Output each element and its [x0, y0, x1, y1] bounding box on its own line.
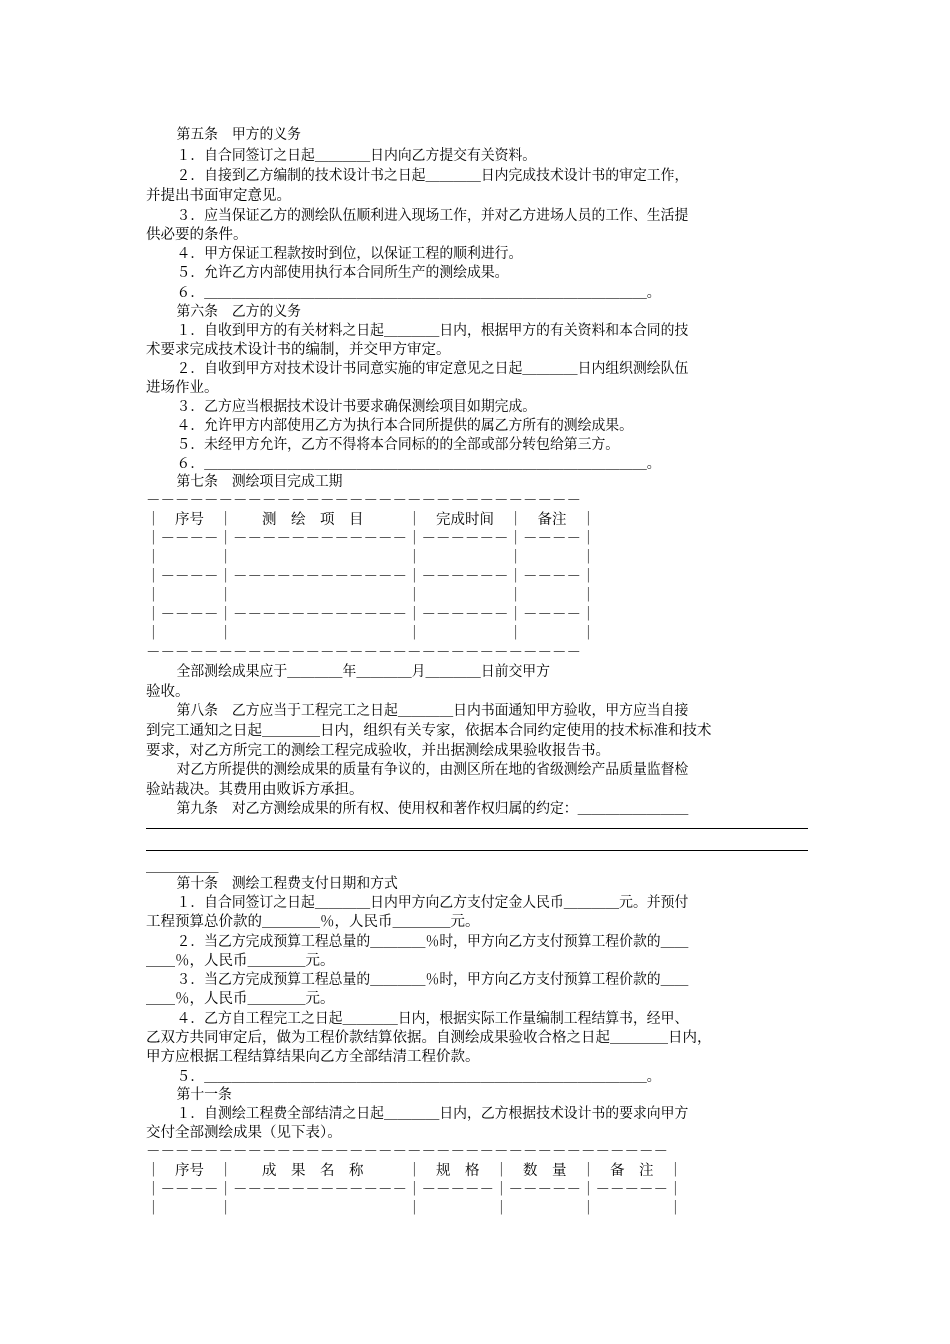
- text-line: ＿＿％，人民币＿＿＿＿元。: [146, 953, 335, 969]
- text-line: ３．当乙方完成预算工程总量的＿＿＿＿％时，甲方向乙方支付预算工程价款的＿＿: [176, 972, 689, 988]
- text-line: ２．自接到乙方编制的技术设计书之日起＿＿＿＿日内完成技术设计书的审定工作，: [176, 168, 689, 184]
- text-line: １．自合同签订之日起＿＿＿＿日内向乙方提交有关资料。: [176, 148, 537, 164]
- text-line: 进场作业。: [146, 380, 219, 396]
- blank-line: [146, 828, 808, 829]
- blank-line-short: ＿＿＿＿＿: [146, 859, 219, 875]
- table-row: ｜－－－－｜－－－－－－－－－－－－｜－－－－－－｜－－－－｜: [146, 569, 596, 585]
- text-line: １．自合同签订之日起＿＿＿＿日内甲方向乙方支付定金人民币＿＿＿＿元。并预付: [176, 895, 689, 911]
- text-line: 第十条 测绘工程费支付日期和方式: [176, 876, 398, 892]
- table-row: ｜ ｜ ｜ ｜ ｜: [146, 626, 596, 642]
- text-line: ４．乙方自工程完工之日起＿＿＿＿日内，根据实际工作量编制工程结算书，经甲、: [176, 1011, 689, 1027]
- text-line: 验收。: [146, 684, 190, 700]
- text-line: 术要求完成技术设计书的编制，并交甲方审定。: [146, 342, 451, 358]
- text-line: ５．允许乙方内部使用执行本合同所生产的测绘成果。: [176, 265, 509, 281]
- text-line: ６．＿＿＿＿＿＿＿＿＿＿＿＿＿＿＿＿＿＿＿＿＿＿＿＿＿＿＿＿＿＿＿＿。: [176, 285, 661, 301]
- table-row: ｜－－－－｜－－－－－－－－－－－－｜－－－－－｜－－－－－｜－－－－－｜: [146, 1182, 683, 1198]
- text-line: 第九条 对乙方测绘成果的所有权、使用权和著作权归属的约定：＿＿＿＿＿＿＿＿: [176, 801, 689, 817]
- table-row: ｜－－－－｜－－－－－－－－－－－－｜－－－－－－｜－－－－｜: [146, 531, 596, 547]
- table-row: ｜ ｜ ｜ ｜ ｜: [146, 550, 596, 566]
- text-line: ４．甲方保证工程款按时到位，以保证工程的顺利进行。: [176, 246, 523, 262]
- table-row: －－－－－－－－－－－－－－－－－－－－－－－－－－－－－－－－－－－－: [146, 1144, 668, 1160]
- text-line: 全部测绘成果应于＿＿＿＿年＿＿＿＿月＿＿＿＿日前交甲方: [176, 664, 550, 680]
- text-line: 对乙方所提供的测绘成果的质量有争议的，由测区所在地的省级测绘产品质量监督检: [176, 762, 689, 778]
- text-line: 第六条 乙方的义务: [176, 304, 302, 320]
- text-line: ６．＿＿＿＿＿＿＿＿＿＿＿＿＿＿＿＿＿＿＿＿＿＿＿＿＿＿＿＿＿＿＿＿。: [176, 456, 661, 472]
- text-line: 要求，对乙方所完工的测绘工程完成验收，并出据测绘成果验收报告书。: [146, 743, 610, 759]
- table-row: ｜ 序号 ｜ 成 果 名 称 ｜ 规 格 ｜ 数 量 ｜ 备 注 ｜: [146, 1163, 683, 1179]
- text-line: 乙双方共同审定后，做为工程价款结算依据。自测绘成果验收合格之日起＿＿＿＿日内，: [146, 1030, 712, 1046]
- text-line: 第八条 乙方应当于工程完工之日起＿＿＿＿日内书面通知甲方验收，甲方应当自接: [176, 703, 689, 719]
- text-line: ４．允许甲方内部使用乙方为执行本合同所提供的属乙方所有的测绘成果。: [176, 418, 633, 434]
- text-line: ２．自收到甲方对技术设计书同意实施的审定意见之日起＿＿＿＿日内组织测绘队伍: [176, 361, 689, 377]
- text-line: 并提出书面审定意见。: [146, 188, 291, 204]
- text-line: 甲方应根据工程结算结果向乙方全部结清工程价款。: [146, 1049, 480, 1065]
- table-row: ｜ ｜ ｜ ｜ ｜: [146, 588, 596, 604]
- text-line: ２．当乙方完成预算工程总量的＿＿＿＿％时，甲方向乙方支付预算工程价款的＿＿: [176, 934, 689, 950]
- text-line: ３．乙方应当根据技术设计书要求确保测绘项目如期完成。: [176, 399, 537, 415]
- text-line: ５．未经甲方允许，乙方不得将本合同标的的全部或部分转包给第三方。: [176, 437, 620, 453]
- text-line: 第五条 甲方的义务: [176, 127, 302, 143]
- text-line: ５．＿＿＿＿＿＿＿＿＿＿＿＿＿＿＿＿＿＿＿＿＿＿＿＿＿＿＿＿＿＿＿＿。: [176, 1069, 661, 1085]
- blank-line: [146, 850, 808, 851]
- text-line: １．自测绘工程费全部结清之日起＿＿＿＿日内，乙方根据技术设计书的要求向甲方: [176, 1106, 689, 1122]
- table-row: ｜ 序号 ｜ 测 绘 项 目 ｜ 完成时间 ｜ 备注 ｜: [146, 512, 596, 528]
- text-line: ＿＿％，人民币＿＿＿＿元。: [146, 991, 335, 1007]
- table-row: －－－－－－－－－－－－－－－－－－－－－－－－－－－－－－: [146, 645, 581, 661]
- text-line: 到完工通知之日起＿＿＿＿日内，组织有关专家，依据本合同约定使用的技术标准和技术: [146, 723, 712, 739]
- text-line: ３．应当保证乙方的测绘队伍顺利进入现场工作，并对乙方进场人员的工作、生活提: [176, 208, 689, 224]
- text-line: 验站裁决。其费用由败诉方承担。: [146, 782, 364, 798]
- table-row: ｜ ｜ ｜ ｜ ｜ ｜: [146, 1201, 683, 1217]
- text-line: 第七条 测绘项目完成工期: [176, 474, 343, 490]
- table-row: ｜－－－－｜－－－－－－－－－－－－｜－－－－－－｜－－－－｜: [146, 607, 596, 623]
- table-row: －－－－－－－－－－－－－－－－－－－－－－－－－－－－－－: [146, 493, 581, 509]
- text-line: 供必要的条件。: [146, 227, 248, 243]
- text-line: 第十一条: [176, 1087, 232, 1103]
- text-line: 工程预算总价款的＿＿＿＿％，人民币＿＿＿＿元。: [146, 914, 480, 930]
- text-line: 交付全部测绘成果（见下表）。: [146, 1125, 342, 1141]
- text-line: １．自收到甲方的有关材料之日起＿＿＿＿日内，根据甲方的有关资料和本合同的技: [176, 323, 689, 339]
